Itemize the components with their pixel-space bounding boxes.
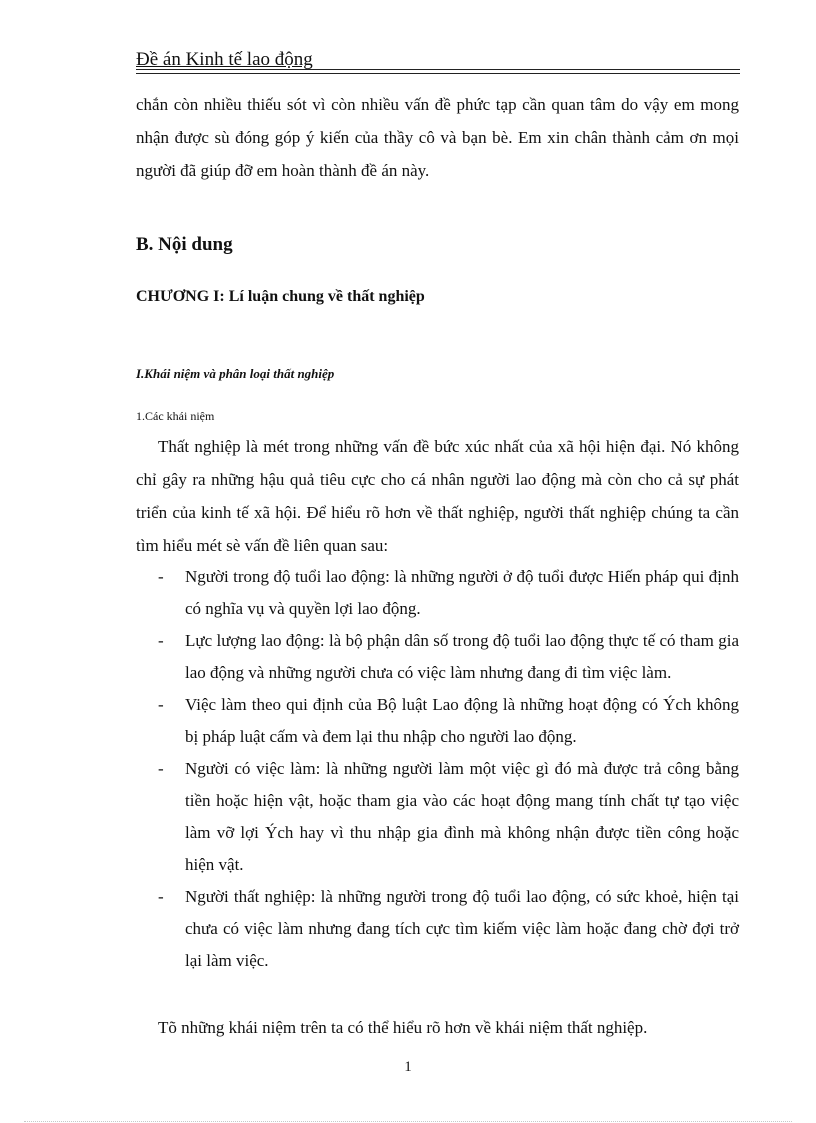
page-number: 1 — [404, 1059, 412, 1075]
chapter-heading: CHƯƠNG I: Lí luận chung về thất nghiệp — [136, 288, 425, 305]
intro-paragraph: chắn còn nhiều thiếu sót vì còn nhiều vấn đề phức tạp cần quan tâm do vậy em mong nhận được sù đóng góp ý kiến của thầy cô và bạn bè. Em xin chân thành cảm ơn mọi người đã giúp đỡ em hoàn thành đề án này. — [136, 95, 739, 180]
list-item-text: Lực lượng lao động: là bộ phận dân số trong độ tuổi lao động thực tế có tham gia lao động và những người chưa có việc làm nhưng đang đi tìm việc làm. — [185, 631, 739, 682]
closing-paragraph: Tõ những khái niệm trên ta có thể hiểu rõ hơn về khái niệm thất nghiệp. — [158, 1018, 648, 1037]
page-header-title: Đề án Kinh tế lao động — [136, 49, 313, 70]
section-heading: B. Nội dung — [136, 234, 233, 255]
header-rule-thick — [136, 69, 740, 70]
list-item-text: Việc làm theo qui định của Bộ luật Lao động là những hoạt động có Ých không bị pháp luật cấm và đem lại thu nhập cho người lao động. — [185, 695, 739, 746]
bullet-marker: - — [158, 759, 164, 778]
bullet-marker: - — [158, 631, 164, 650]
list-item — [136, 689, 739, 753]
subsection-heading: I.Khái niệm và phân loại thất nghiệp — [136, 366, 335, 381]
list-item-text: Người có việc làm: là những người làm một việc gì đó mà được trả công bằng tiền hoặc hiện vật, hoặc tham gia vào các hoạt động mang tính chất tự tạo việc làm vỡ lợi Ých hay vì thu nhập gia đình mà không nhận được tiền công hoặc hiện vật. — [185, 759, 739, 874]
list-item — [136, 625, 739, 689]
list-item — [136, 753, 739, 881]
definition-list — [136, 561, 739, 977]
bullet-marker: - — [158, 567, 164, 586]
bullet-marker: - — [158, 695, 164, 714]
list-item — [136, 881, 739, 977]
list-item-text: Người thất nghiệp: là những người trong độ tuổi lao động, có sức khoẻ, hiện tại chưa có việc làm nhưng đang tích cực tìm kiếm việc làm hoặc đang chờ đợi trở lại làm việc. — [185, 887, 739, 970]
header-rule-thin — [136, 73, 740, 74]
bullet-marker: - — [158, 887, 164, 906]
list-item — [136, 561, 739, 625]
list-item-text: Người trong độ tuổi lao động: là những người ở độ tuổi được Hiến pháp qui định có nghĩa vụ và quyền lợi lao động. — [185, 567, 739, 618]
page-edge-divider — [24, 1121, 792, 1122]
subsubsection-heading: 1.Các khái niệm — [136, 409, 215, 423]
body-paragraph: Thất nghiệp là mét trong những vấn đề bức xúc nhất của xã hội hiện đại. Nó không chỉ gây ra những hậu quả tiêu cực cho cá nhân người lao động mà còn cho cả sự phát triển của kinh tế xã hội. Để hiểu rõ hơn về thất nghiệp, người thất nghiệp chúng ta cần tìm hiểu mét sè vấn đề liên quan sau: — [136, 437, 739, 555]
